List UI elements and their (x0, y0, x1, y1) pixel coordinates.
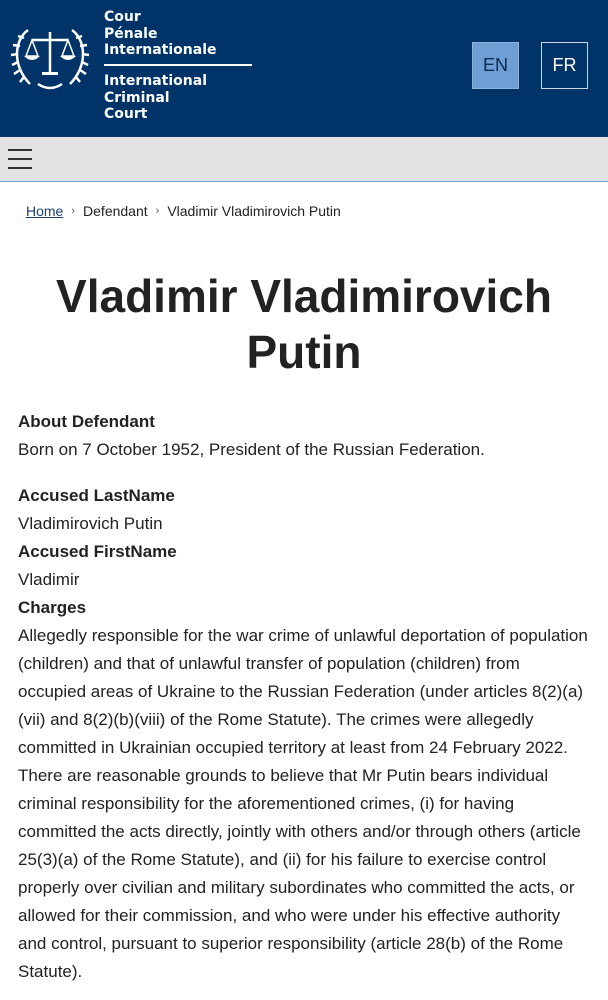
icc-scales-emblem-icon[interactable] (8, 22, 92, 94)
breadcrumb-defendant: Defendant (83, 203, 148, 219)
page-title (0, 268, 608, 380)
breadcrumb-separator-icon: › (71, 205, 76, 217)
breadcrumb (26, 203, 341, 219)
menu-bar (0, 137, 608, 182)
logo-text-english[interactable] (104, 73, 207, 123)
breadcrumb-separator-icon: › (155, 205, 160, 217)
logo-divider (104, 64, 252, 66)
logo-line: International (104, 73, 208, 89)
defendant-details (18, 408, 592, 986)
logo-line: Pénale (104, 25, 158, 42)
language-fr-button[interactable]: FR (541, 42, 588, 89)
accused-lastname-value: Vladimirovich Putin (18, 514, 163, 533)
logo-line: Criminal (104, 89, 170, 106)
page-title-line: Vladimir Vladimirovich (56, 270, 552, 322)
about-defendant-value: Born on 7 October 1952, President of the Russian Federation. (18, 440, 485, 459)
page-title-line: Putin (246, 326, 362, 378)
language-en-button[interactable]: EN (472, 42, 519, 89)
site-header (0, 0, 608, 137)
accused-firstname-label: Accused FirstName (18, 542, 177, 561)
logo-line: Court (104, 106, 148, 122)
logo-line: Cour (104, 9, 141, 25)
charges-label: Charges (18, 598, 87, 617)
charges-value: Allegedly responsible for the war crime of unlawful deportation of population (children) and that of unlawful transfer of population (children) from occupied areas of Ukraine to the Russian Federation (under articles 8(2)(a)(vii) and 8(2)(b)(viii) of the Rome Statute). The crimes were allegedly committed in Ukrainian occupied territory at least from 24 February 2022. There are reasonable grounds to believe that Mr Putin bears individual criminal responsibility for the aforementioned crimes, (i) for having committed the acts directly, jointly with others and/or through others (article 25(3)(a) of the Rome Statute), and (ii) for his failure to exercise control properly over civilian and military subordinates who committed the acts, or allowed for their commission, and who were under his effective authority and control, pursuant to superior responsibility (article 28(b) of the Rome Statute). (18, 626, 588, 981)
hamburger-menu-icon[interactable] (8, 149, 32, 169)
breadcrumb-current: Vladimir Vladimirovich Putin (167, 203, 341, 219)
logo-line: Internationale (104, 42, 217, 58)
accused-lastname-label: Accused LastName (18, 486, 175, 505)
logo-text-french[interactable] (104, 9, 217, 59)
accused-firstname-value: Vladimir (18, 570, 80, 589)
about-defendant-label: About Defendant (18, 412, 155, 431)
breadcrumb-home-link[interactable]: Home (26, 203, 64, 219)
